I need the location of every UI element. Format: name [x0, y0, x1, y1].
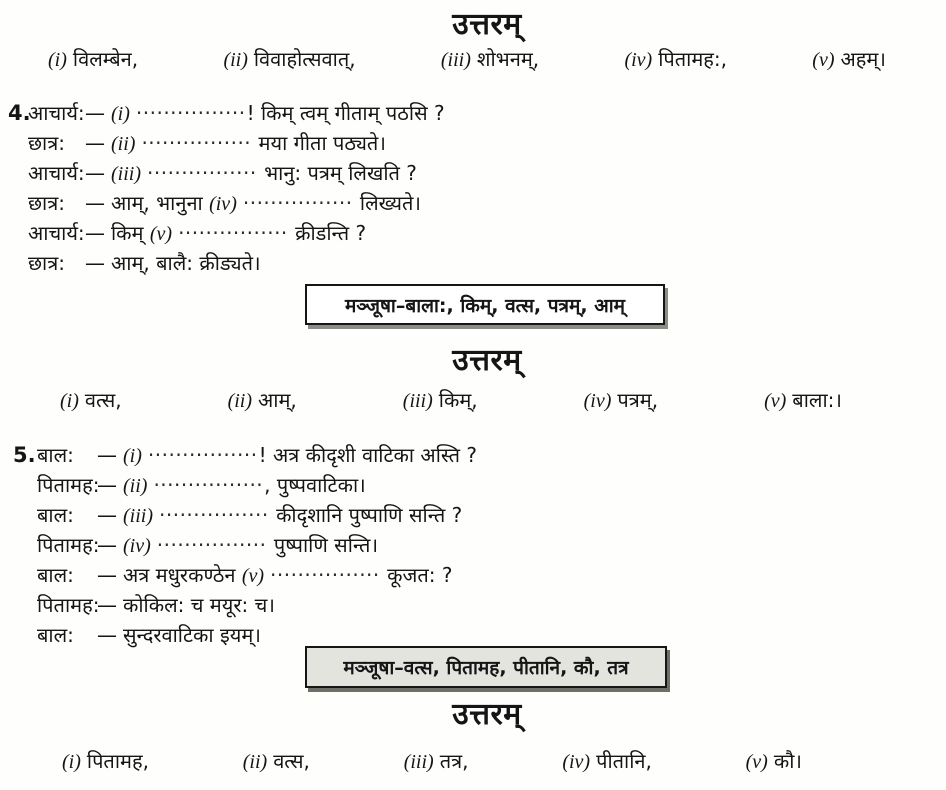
answer-marker: (v): [812, 49, 835, 71]
answer-text: शोभनम्,: [476, 47, 540, 71]
dialogue-post: कूजत: ?: [380, 563, 453, 587]
dialogue-text: [123, 501, 946, 528]
answer-text: अहम्।: [840, 47, 886, 71]
blank-marker: (iv): [209, 193, 237, 215]
answer-marker: (iv): [624, 49, 653, 71]
dialogue-dash: —: [85, 221, 105, 245]
dialogue-post: क्रीडन्ति ?: [288, 221, 367, 245]
dialogue-pre: आम्, भानुना: [111, 191, 210, 215]
word-bank-label: मञ्जूषा–: [344, 294, 406, 317]
answer-item: [48, 45, 138, 72]
answer-item: [404, 747, 469, 774]
dialogue-text: [111, 249, 946, 276]
blank-marker: (i): [123, 445, 142, 467]
blank-dots: ················: [135, 101, 246, 125]
blank-dots: ················: [178, 221, 288, 245]
speaker-label: बाल:: [37, 563, 74, 587]
speaker-label: पितामह:: [37, 473, 100, 497]
dialogue-line: [13, 561, 946, 591]
speaker-label: आचार्य:: [28, 101, 85, 125]
blank-dots: ················: [242, 191, 353, 215]
answer-text: किम्,: [438, 388, 478, 412]
dialogue-text: [111, 159, 946, 186]
dialogue-post: ! किम् त्वम् गीताम् पठसि ?: [246, 101, 445, 125]
answer-text: पितामह:,: [658, 47, 727, 71]
answer-heading: उत्तरम्: [452, 697, 522, 732]
blank-dots: ················: [141, 131, 252, 155]
dialogue-dash: —: [97, 623, 117, 647]
blank-dots: ················: [156, 533, 267, 557]
dialogue-post: लिख्यते।: [353, 191, 421, 215]
speaker-label: पितामह:: [37, 533, 100, 557]
answer-item: [62, 747, 149, 774]
dialogue-text: [111, 129, 946, 156]
dialogue-dash: —: [85, 191, 105, 215]
speaker-label: छात्र:: [28, 251, 65, 275]
blank-dots: ················: [153, 473, 264, 497]
dialogue-line: [13, 441, 946, 471]
question-number: 4.: [8, 101, 31, 125]
blank-marker: (iii): [111, 163, 141, 185]
answer-text: पत्रम्,: [617, 388, 659, 412]
dialogue-post: ! अत्र कीदृशी वाटिका अस्ति ?: [258, 443, 478, 467]
word-bank-words: बाला:, किम्, वत्स, पत्रम्, आम्: [405, 294, 626, 317]
answer-text: आम्,: [258, 388, 297, 412]
dialogue-dash: —: [97, 443, 117, 467]
answer-item: [812, 45, 886, 72]
word-bank-label: मञ्जूषा–: [343, 657, 404, 679]
answer-marker: (ii): [223, 49, 248, 71]
blank-marker: (i): [111, 103, 130, 125]
dialogue-dash: —: [85, 251, 105, 275]
dialogue-dash: —: [85, 131, 105, 155]
blank-marker: (ii): [111, 133, 136, 155]
question-number: 5.: [13, 443, 36, 467]
dialogue-line: [8, 99, 946, 129]
blank-marker: (v): [241, 565, 265, 587]
word-bank-box: [305, 284, 665, 325]
dialogue-line: [8, 159, 946, 189]
question-4-block: [0, 99, 946, 279]
answer-marker: (i): [60, 390, 79, 412]
dialogue-dash: —: [97, 533, 117, 557]
dialogue-text: [111, 219, 946, 246]
blank-dots: ················: [159, 503, 269, 527]
answer-heading: उत्तरम्: [452, 7, 522, 42]
dialogue-line: [8, 129, 946, 159]
blank-marker: (iv): [123, 535, 151, 557]
answer-item: [584, 386, 658, 413]
dialogue-line: [8, 219, 946, 249]
answer-marker: (iv): [583, 390, 612, 412]
dialogue-pre: आम्, बालै: क्रीड्यते।: [111, 251, 261, 275]
answer-item: [60, 386, 122, 413]
dialogue-pre: किम्: [111, 221, 150, 245]
dialogue-text: [111, 189, 946, 216]
blank-marker: (v): [149, 223, 173, 245]
answer-marker: (iv): [562, 751, 591, 773]
answer-item: [403, 386, 478, 413]
answers-row: [48, 45, 886, 72]
answer-marker: (v): [764, 390, 787, 412]
answer-marker: (i): [48, 49, 67, 71]
answer-marker: (ii): [227, 390, 253, 412]
answer-text: पीतानि,: [596, 749, 652, 773]
dialogue-post: भानु: पत्रम् लिखति ?: [257, 161, 417, 185]
dialogue-line: [8, 189, 946, 219]
answer-marker: (iii): [440, 49, 471, 71]
dialogue-post: , पुष्पवाटिका।: [264, 473, 366, 497]
answer-item: [624, 45, 727, 72]
dialogue-post: कीदृशानि पुष्पाणि सन्ति ?: [269, 503, 463, 527]
answer-text: तत्र,: [439, 749, 469, 773]
dialogue-text: [111, 99, 946, 126]
speaker-label: आचार्य:: [28, 161, 85, 185]
word-bank-words: वत्स, पितामह, पीतानि, कौ, तत्र: [403, 657, 629, 679]
answer-marker: (iii): [402, 390, 433, 412]
dialogue-pre: अत्र मधुरकण्ठेन: [123, 563, 242, 587]
answer-item: [562, 747, 652, 774]
answer-item: [223, 45, 355, 72]
dialogue-post: पुष्पाणि सन्ति।: [267, 533, 379, 557]
answer-text: पितामह,: [86, 749, 149, 773]
question-5-block: [0, 441, 946, 651]
answer-marker: (ii): [242, 751, 268, 773]
dialogue-post: मया गीता पठ्यते।: [252, 131, 386, 155]
speaker-label: छात्र:: [28, 131, 65, 155]
dialogue-dash: —: [97, 503, 117, 527]
dialogue-dash: —: [85, 101, 105, 125]
answer-text: विवाहोत्सवात्,: [253, 47, 356, 71]
dialogue-pre: सुन्दरवाटिका इयम्।: [123, 623, 261, 647]
speaker-label: बाल:: [37, 623, 74, 647]
answer-marker: (iii): [403, 751, 434, 773]
speaker-label: बाल:: [37, 503, 74, 527]
speaker-label: पितामह:: [37, 593, 100, 617]
answer-item: [764, 386, 842, 413]
answer-item: [228, 386, 297, 413]
dialogue-text: [123, 591, 946, 618]
dialogue-line: [13, 591, 946, 621]
dialogue-line: [13, 471, 946, 501]
dialogue-text: [123, 471, 946, 498]
dialogue-line: [8, 249, 946, 279]
dialogue-text: [123, 531, 946, 558]
answer-item: [746, 747, 802, 774]
blank-marker: (iii): [123, 505, 153, 527]
blank-marker: (ii): [123, 475, 148, 497]
answer-marker: (v): [745, 751, 768, 773]
dialogue-dash: —: [97, 593, 117, 617]
blank-dots: ················: [147, 443, 258, 467]
answer-text: विलम्बेन,: [72, 47, 139, 71]
answer-item: [441, 45, 539, 72]
answer-item: [243, 747, 310, 774]
dialogue-line: [13, 501, 946, 531]
dialogue-text: [123, 621, 946, 648]
answer-text: बाला:।: [792, 388, 842, 412]
dialogue-line: [13, 531, 946, 561]
word-bank-box: [305, 646, 667, 688]
answer-heading: उत्तरम्: [452, 343, 522, 378]
speaker-label: बाल:: [37, 443, 74, 467]
answers-row: [62, 747, 802, 774]
answer-text: वत्स,: [84, 388, 122, 412]
answers-row: [60, 386, 842, 413]
dialogue-text: [123, 441, 946, 468]
answer-text: वत्स,: [273, 749, 310, 773]
dialogue-dash: —: [97, 563, 117, 587]
answer-marker: (i): [62, 751, 81, 773]
dialogue-dash: —: [97, 473, 117, 497]
dialogue-text: [123, 561, 946, 588]
speaker-label: छात्र:: [28, 191, 65, 215]
dialogue-dash: —: [85, 161, 105, 185]
answer-text: कौ।: [773, 749, 802, 773]
dialogue-pre: कोकिल: च मयूर: च।: [123, 593, 275, 617]
blank-dots: ················: [147, 161, 257, 185]
blank-dots: ················: [270, 563, 380, 587]
speaker-label: आचार्य:: [28, 221, 85, 245]
